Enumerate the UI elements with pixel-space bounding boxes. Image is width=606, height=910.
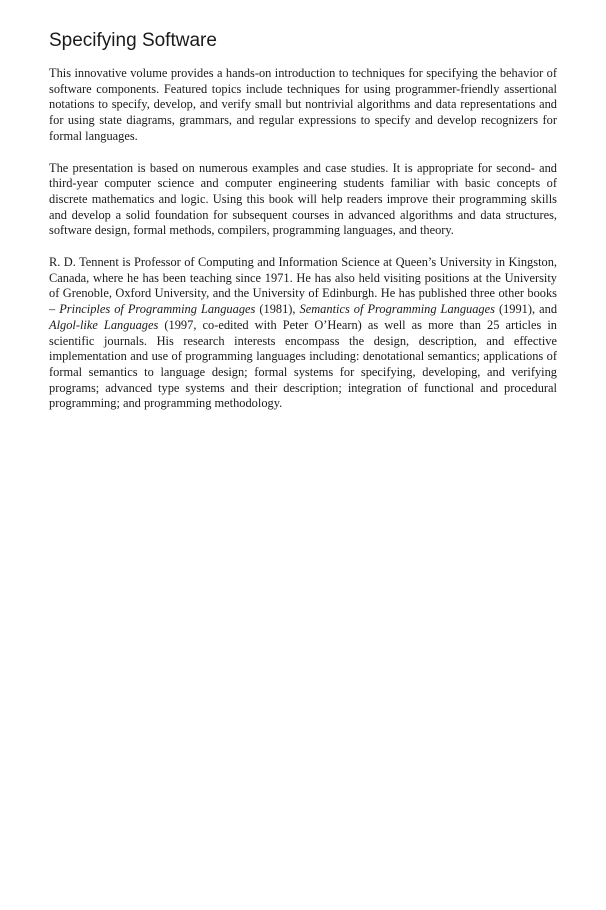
back-cover-page: [49, 30, 557, 412]
book-title-semantics: Semantics of Programming Languages: [299, 302, 495, 317]
bio-text-1: R. D. Tennent is Professor of Computing and Information Science at Queen’s University in Kingston, Canada, where he has been teaching since 1971. He has also held visiting positions at the University of Grenoble, Oxford University, and the University of Edinburgh. He has published three other books –: [49, 255, 557, 317]
bio-text-3: (1991), and: [494, 302, 558, 317]
book-title-principles: Principles of Programming Languages: [59, 302, 256, 317]
bio-text-2: (1981),: [255, 302, 300, 317]
description-paragraph-2: The presentation is based on numerous examples and case studies. It is appropriate for second- and third-year computer science and computer engineering students familiar with basic concepts of discrete mathematics and logic. Using this book will help readers improve their programming skills and develop a solid foundation for subsequent courses in advanced algorithms and data structures, software design, formal methods, compilers, programming languages, and theory.: [49, 160, 557, 238]
book-title-algol: Algol-like Languages: [49, 317, 159, 332]
book-title: Specifying Software: [49, 30, 217, 51]
bio-text-4: (1997, co-edited with Peter O’Hearn) as well as more than 25 articles in scientific journals. His research interests encompass the design, description, and effective implementation and use of programming languages including: denotational semantics; applications of formal semantics to language design; formal systems for specifying, developing, and verifying programs; advanced type systems and their description; integration of functional and procedural programming; and programming methodology.: [49, 317, 557, 411]
author-bio: [49, 255, 557, 412]
description-paragraph-1: This innovative volume provides a hands-on introduction to techniques for specifying the behavior of software components. Featured topics include techniques for using programmer-friendly assertional notations to specify, develop, and verify small but nontrivial algorithms and data representations and for using state diagrams, grammars, and regular expressions to specify and develop recognizers for formal languages.: [49, 66, 557, 143]
